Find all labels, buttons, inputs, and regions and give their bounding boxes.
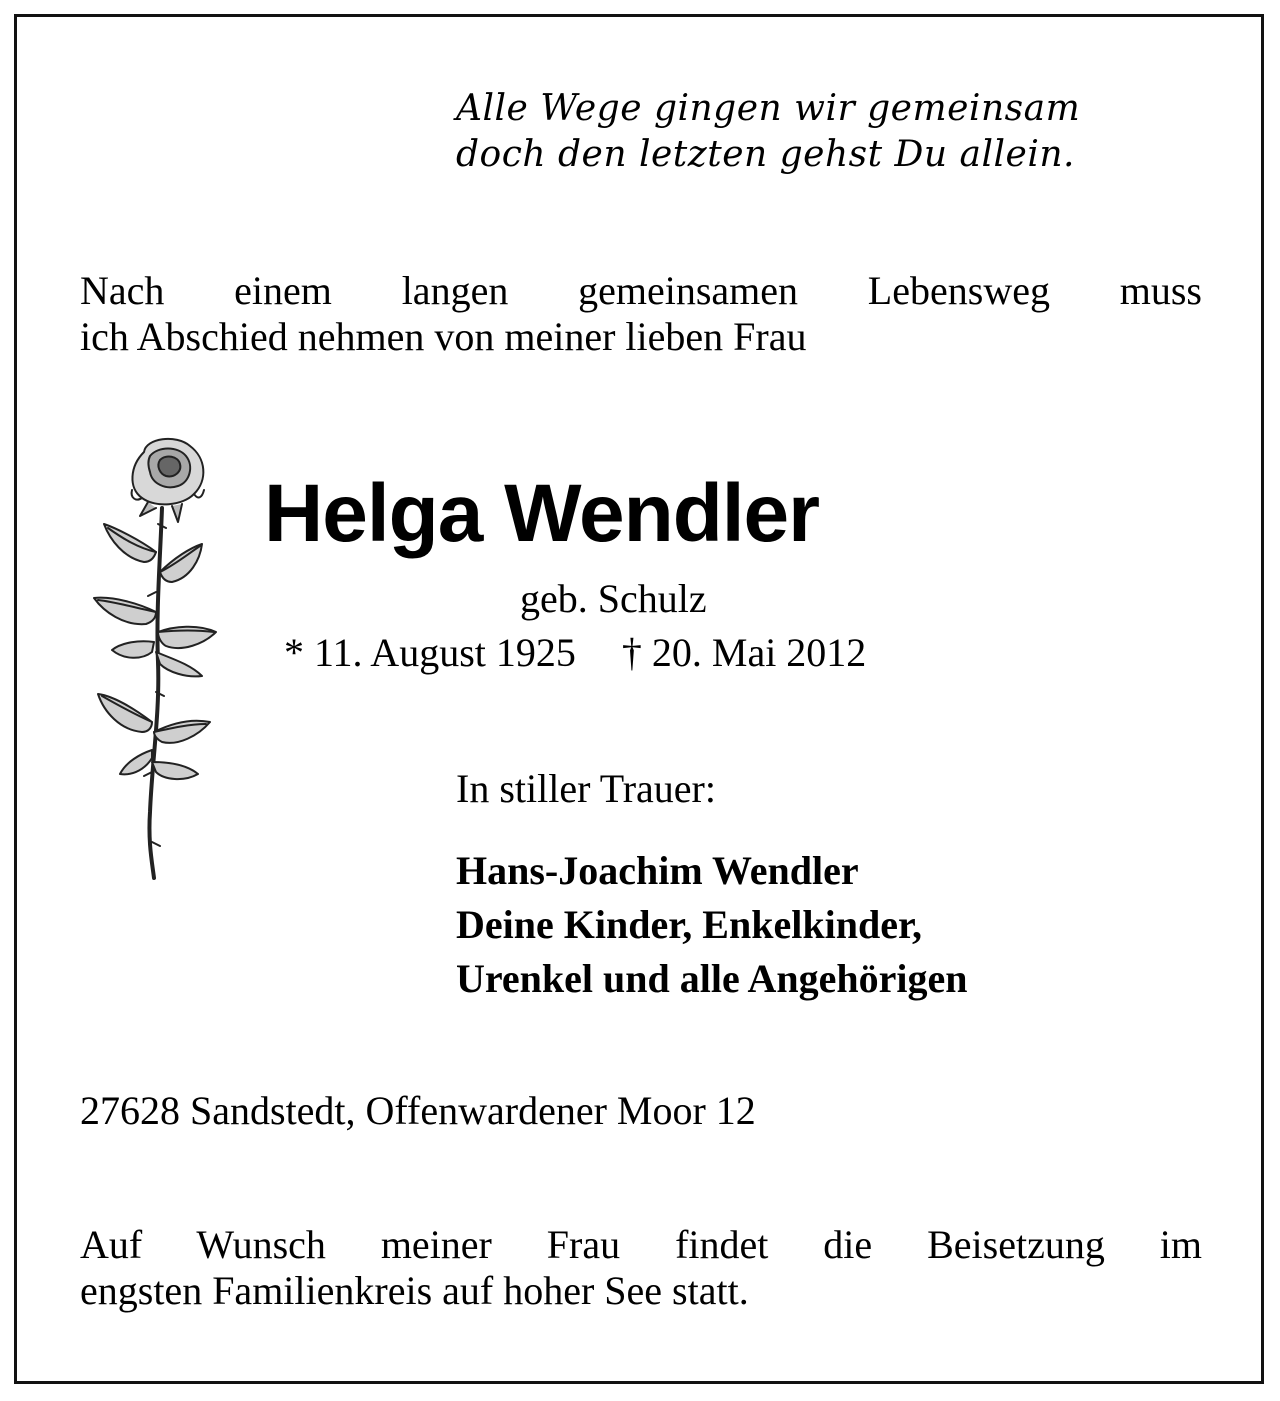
- deceased-name: Helga Wendler: [264, 468, 820, 559]
- closing-line-2: engsten Familienkreis auf hoher See statt.: [80, 1268, 749, 1313]
- motto-line-1: Alle Wege gingen wir gemeinsam: [456, 88, 1081, 129]
- birth-date: * 11. August 1925: [284, 630, 576, 675]
- mourner-line: Urenkel und alle Angehörigen: [456, 956, 968, 1001]
- rose-icon: [86, 432, 226, 882]
- motto-line-2: doch den letzten gehst Du allein.: [456, 134, 1075, 175]
- mourner-line: Deine Kinder, Enkelkinder,: [456, 902, 923, 947]
- death-date: † 20. Mai 2012: [621, 630, 867, 675]
- life-dates: [284, 630, 866, 676]
- address: 27628 Sandstedt, Offenwardener Moor 12: [80, 1088, 756, 1133]
- intro-text: [80, 268, 1202, 360]
- motto: [456, 86, 1080, 178]
- mourners-list: [456, 844, 968, 1006]
- mourner-line: Hans-Joachim Wendler: [456, 848, 859, 893]
- closing-text: [80, 1222, 1202, 1314]
- closing-line-1: Auf Wunsch meiner Frau findet die Beisetzung im: [80, 1222, 1202, 1267]
- intro-line-1: Nach einem langen gemeinsamen Lebensweg muss: [80, 268, 1202, 313]
- maiden-name: geb. Schulz: [520, 576, 707, 621]
- mourning-heading: In stiller Trauer:: [456, 766, 716, 811]
- intro-line-2: ich Abschied nehmen von meiner lieben Frau: [80, 314, 807, 359]
